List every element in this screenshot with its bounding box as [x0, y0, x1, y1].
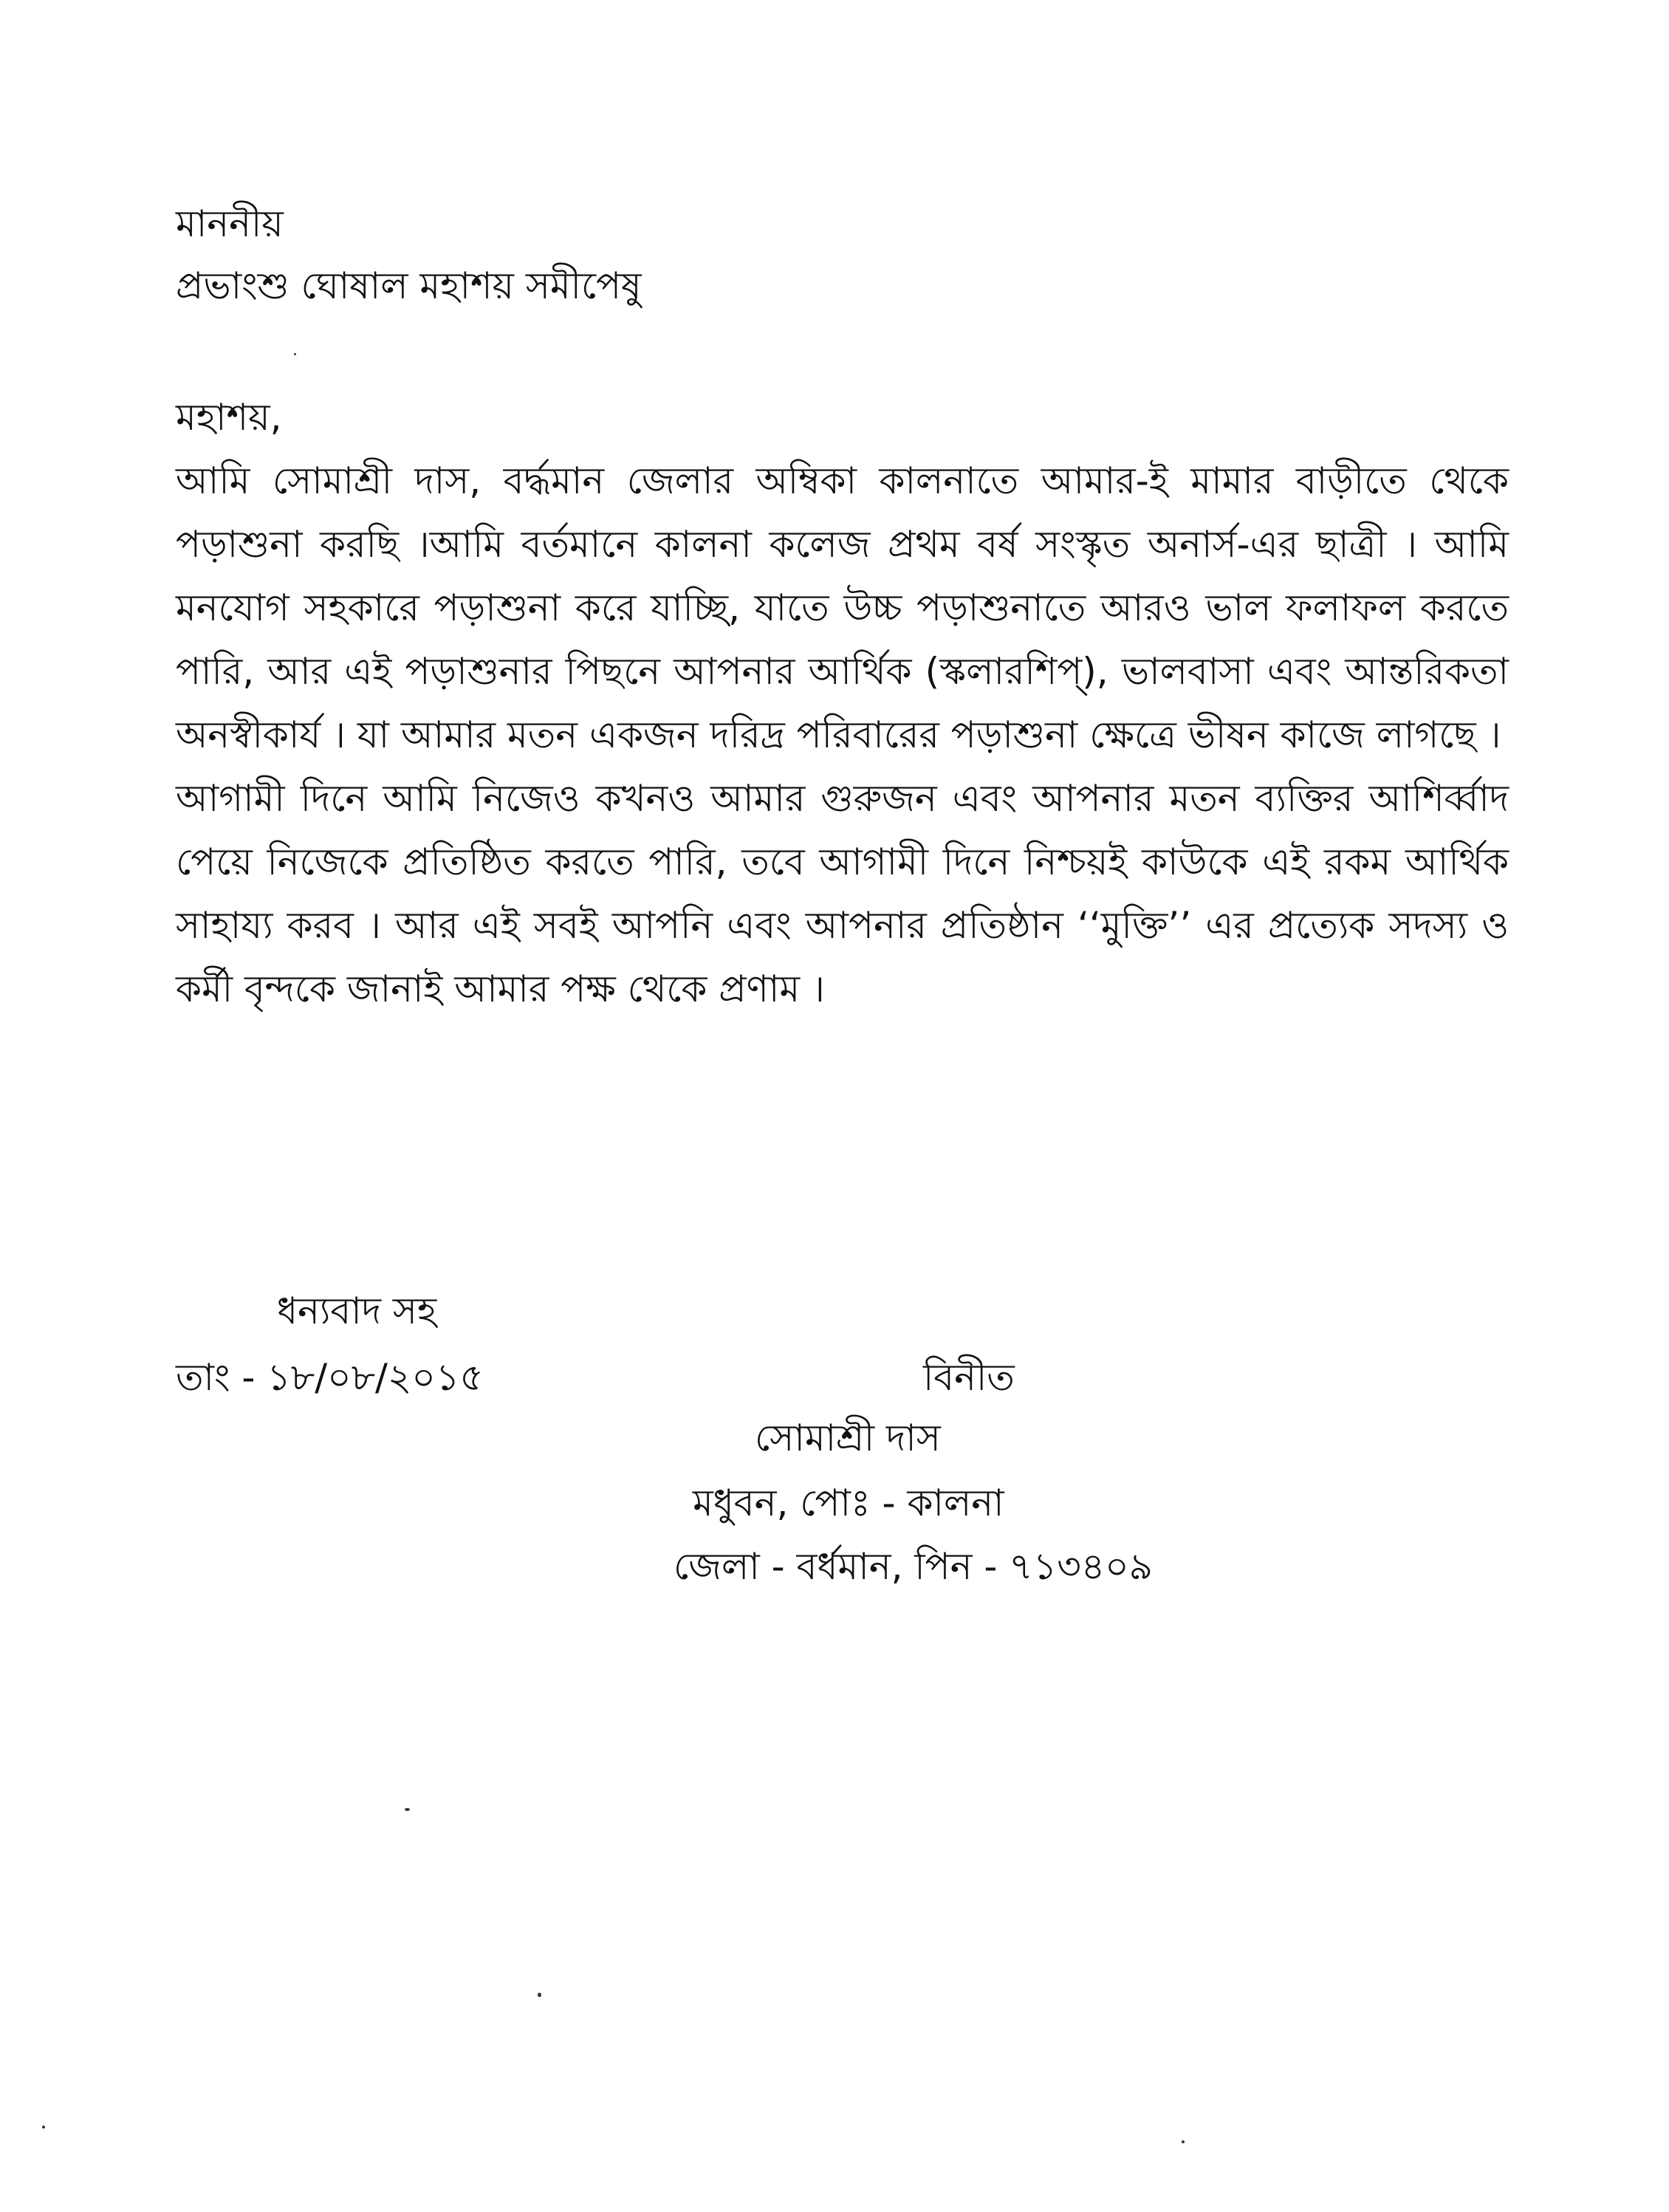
sender-address-line-2: জেলা - বর্ধমান, পিন - ৭১৩৪০৯	[674, 1545, 1154, 1588]
scan-speck	[405, 1808, 410, 1811]
letter-date: তাং - ১৮/০৮/২০১৫	[176, 1356, 484, 1399]
scan-speck	[42, 2126, 45, 2129]
body-paragraph-1: আমি সোমাশ্রী দাস, বর্দ্ধমান জেলার অম্বিকা কালনাতে আমার-ই মামার বাড়ীতে থেকে পড়াশুনা করছি ।আমি বর্তমানে কালনা কলেজ প্রথম বর্ষ সংস্কৃত অনার্স-এর ছাত্রী । আমি মনযোগ সহকারে পড়াশুনা করে যাচ্ছি, যাতে উচ্চ পড়াশুনাতে আরও ভাল ফলাফল করতে পারি, আর এই পড়াশুনার পিছনে আপনার আর্থিক (স্কলারশিপ্‌), ভালবাসা এবং আন্তরিকতা অনস্বীকার্য । যা আমার মতন একজন দরিদ্র পরিবারের পড়াশুনা ক্ষেত্রে ভীষন কাজে লাগছে ।	[176, 459, 1509, 756]
sender-address-line-1: মধুবন, পোঃ - কালনা	[693, 1482, 1004, 1524]
scan-speck	[538, 1993, 541, 1997]
sender-name: সোমাশ্রী দাস	[755, 1417, 941, 1459]
recipient-name: প্রভাংশু ঘোষাল মহাশয় সমীপেষু	[176, 264, 642, 307]
greeting: মহাশয়,	[176, 396, 282, 439]
scan-speck	[1182, 2140, 1185, 2143]
signoff: বিনীত	[923, 1356, 1015, 1399]
body-paragraph-2: আগামী দিনে আমি নিজেও কখনও আমার গুরুজন এবং আপনার মতন ব্যক্তির আশির্ব্বাদ পেয়ে নিজেকে প্রতিষ্ঠিত করতে পারি, তবে আগামী দিনে নিশ্চয়ই কাউকে এই রকম আর্থিক সাহায্য করব । আর এই সবই আপনি এবং আপনার প্রতিষ্ঠান ‘‘মুক্তি’’ এর প্রত্যেক সদস্য ও কর্মী বৃন্দকে জানাই আমার পক্ষ থেকে প্রণাম ।	[176, 777, 1509, 1010]
salutation-to: মাননীয়	[176, 202, 284, 245]
scan-speck	[294, 353, 296, 355]
closing-thanks: ধন্যবাদ সহ	[277, 1290, 437, 1332]
letter-body	[176, 449, 1509, 1021]
